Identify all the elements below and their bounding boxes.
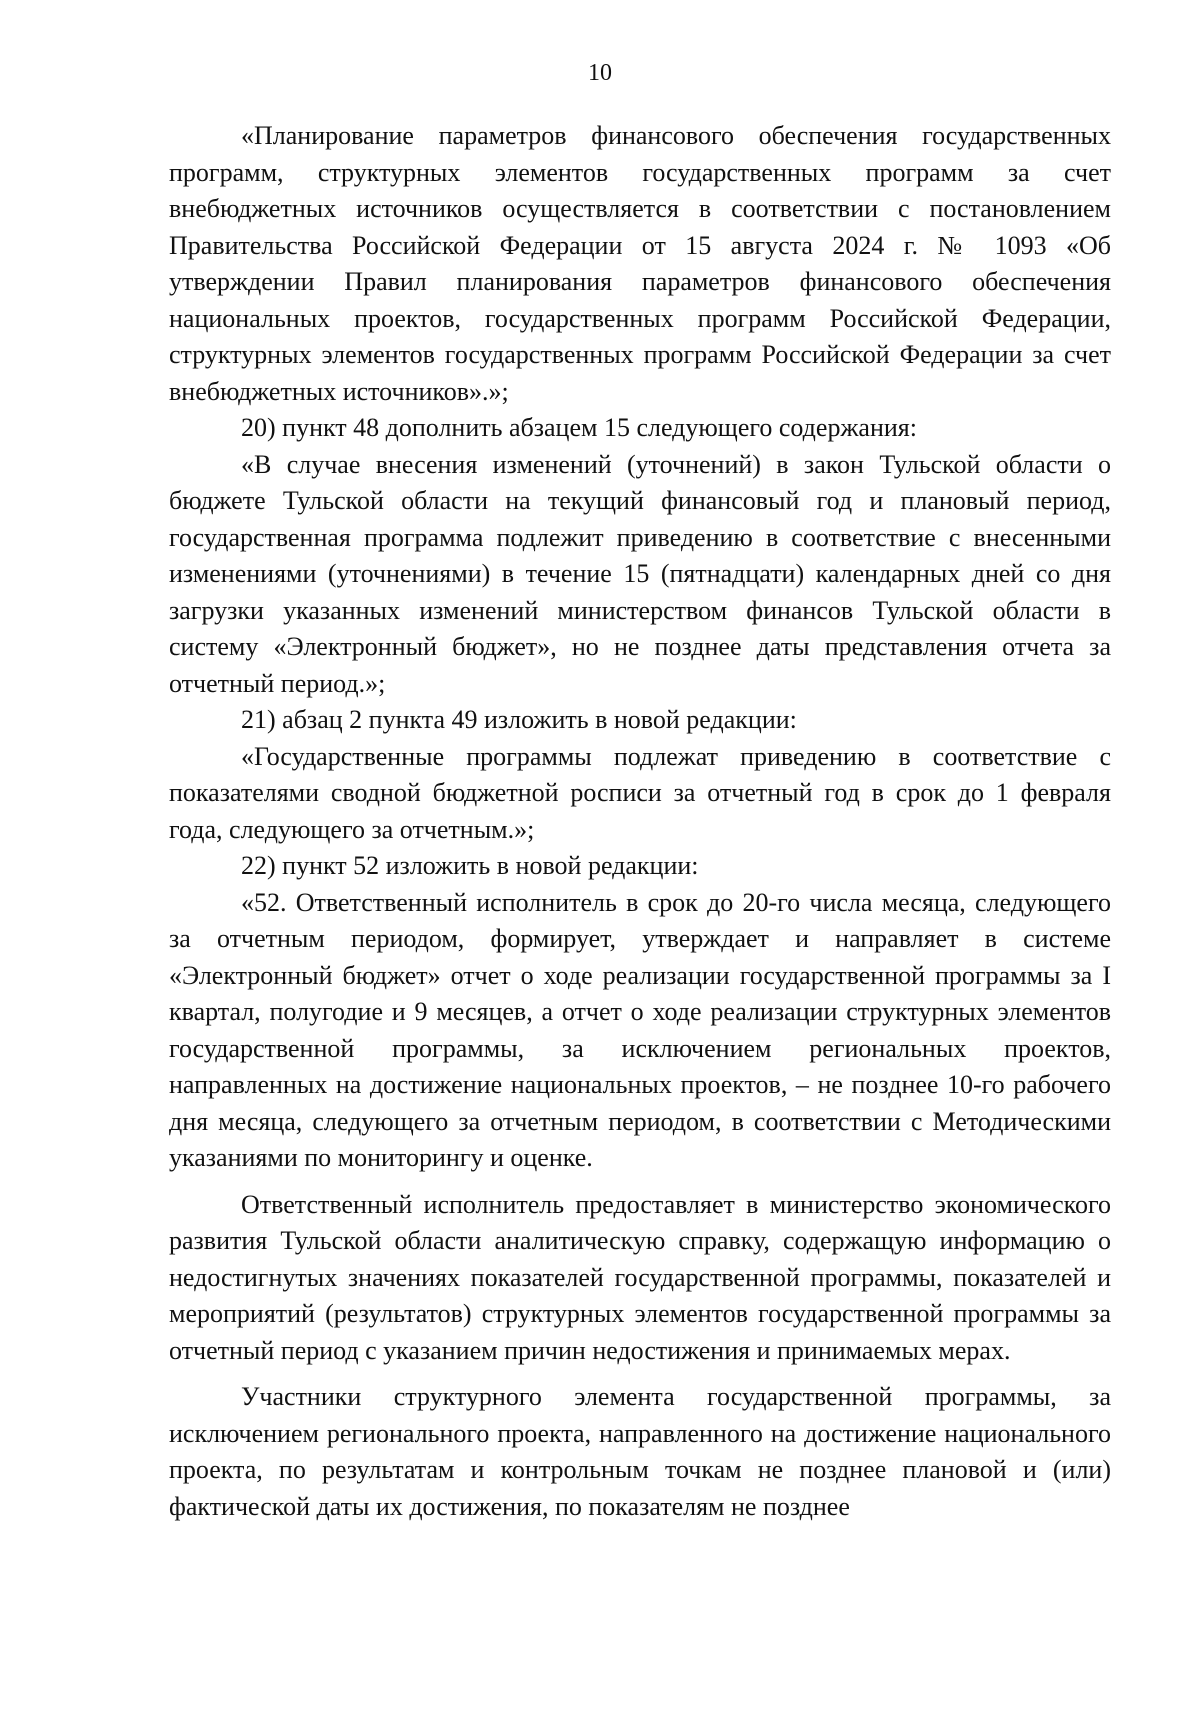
paragraph-point-52: «52. Ответственный исполнитель в срок до 20-го числа месяца, следующего за отчетным периодом, формирует, утверждает и направляет в системе «Электронный бюджет» отчет о ходе реализации государственной программы за I квартал, полугодие и 9 месяцев, а отчет о ходе реализации структурных элементов государственной программы, за исключением региональных проектов, направленных на достижение национальных проектов, – не позднее 10-го рабочего дня месяца, следующего за отчетным периодом, в соответствии с Методическими указаниями по мониторингу и оценке. bbox=[169, 887, 1111, 1172]
paragraph-item-22: 22) пункт 52 изложить в новой редакции: bbox=[241, 851, 699, 880]
paragraph-planning-financing: «Планирование параметров финансового обеспечения государственных программ, структурных элементов государственных программ за счет внебюджетных источников осуществляется в соответствии с постановлением Правительства Российской Федерации от 15 августа 2024 г. № 1093 «Об утверждении Правил планирования параметров финансового обеспечения национальных проектов, государственных программ Российской Федерации, структурных элементов государственных программ Российской Федерации за счет внебюджетных источников».»; bbox=[169, 121, 1111, 406]
paragraph-item-21: 21) абзац 2 пункта 49 изложить в новой редакции: bbox=[241, 705, 797, 734]
paragraph-analytical-note: Ответственный исполнитель предоставляет в министерство экономического развития Тульской области аналитическую справку, содержащую информацию о недостигнутых значениях показателей государственной программы, показателей и мероприятий (результатов) структурных элементов государственной программы за отчетный период с указанием причин недостижения и принимаемых мерах. bbox=[169, 1189, 1111, 1365]
paragraph-programs-alignment: «Государственные программы подлежат приведению в соответствие с показателями сводной бюджетной росписи за отчетный год в срок до 1 февраля года, следующего за отчетным.»; bbox=[169, 741, 1111, 844]
paragraph-item-20: 20) пункт 48 дополнить абзацем 15 следующего содержания: bbox=[241, 413, 917, 442]
paragraph-budget-changes: «В случае внесения изменений (уточнений) в закон Тульской области о бюджете Тульской области на текущий финансовый год и плановый период, государственная программа подлежит приведению в соответствие с внесенными изменениями (уточнениями) в течение 15 (пятнадцати) календарных дней со дня загрузки указанных изменений министерством финансов Тульской области в систему «Электронный бюджет», но не позднее даты представления отчета за отчетный период.»; bbox=[169, 449, 1111, 698]
paragraph-participants: Участники структурного элемента государственной программы, за исключением регионального проекта, направленного на достижение национального проекта, по результатам и контрольным точкам не позднее плановой и (или) фактической даты их достижения, по показателям не позднее bbox=[169, 1382, 1111, 1521]
document-body bbox=[169, 118, 1111, 1525]
page-number: 10 bbox=[588, 60, 612, 86]
